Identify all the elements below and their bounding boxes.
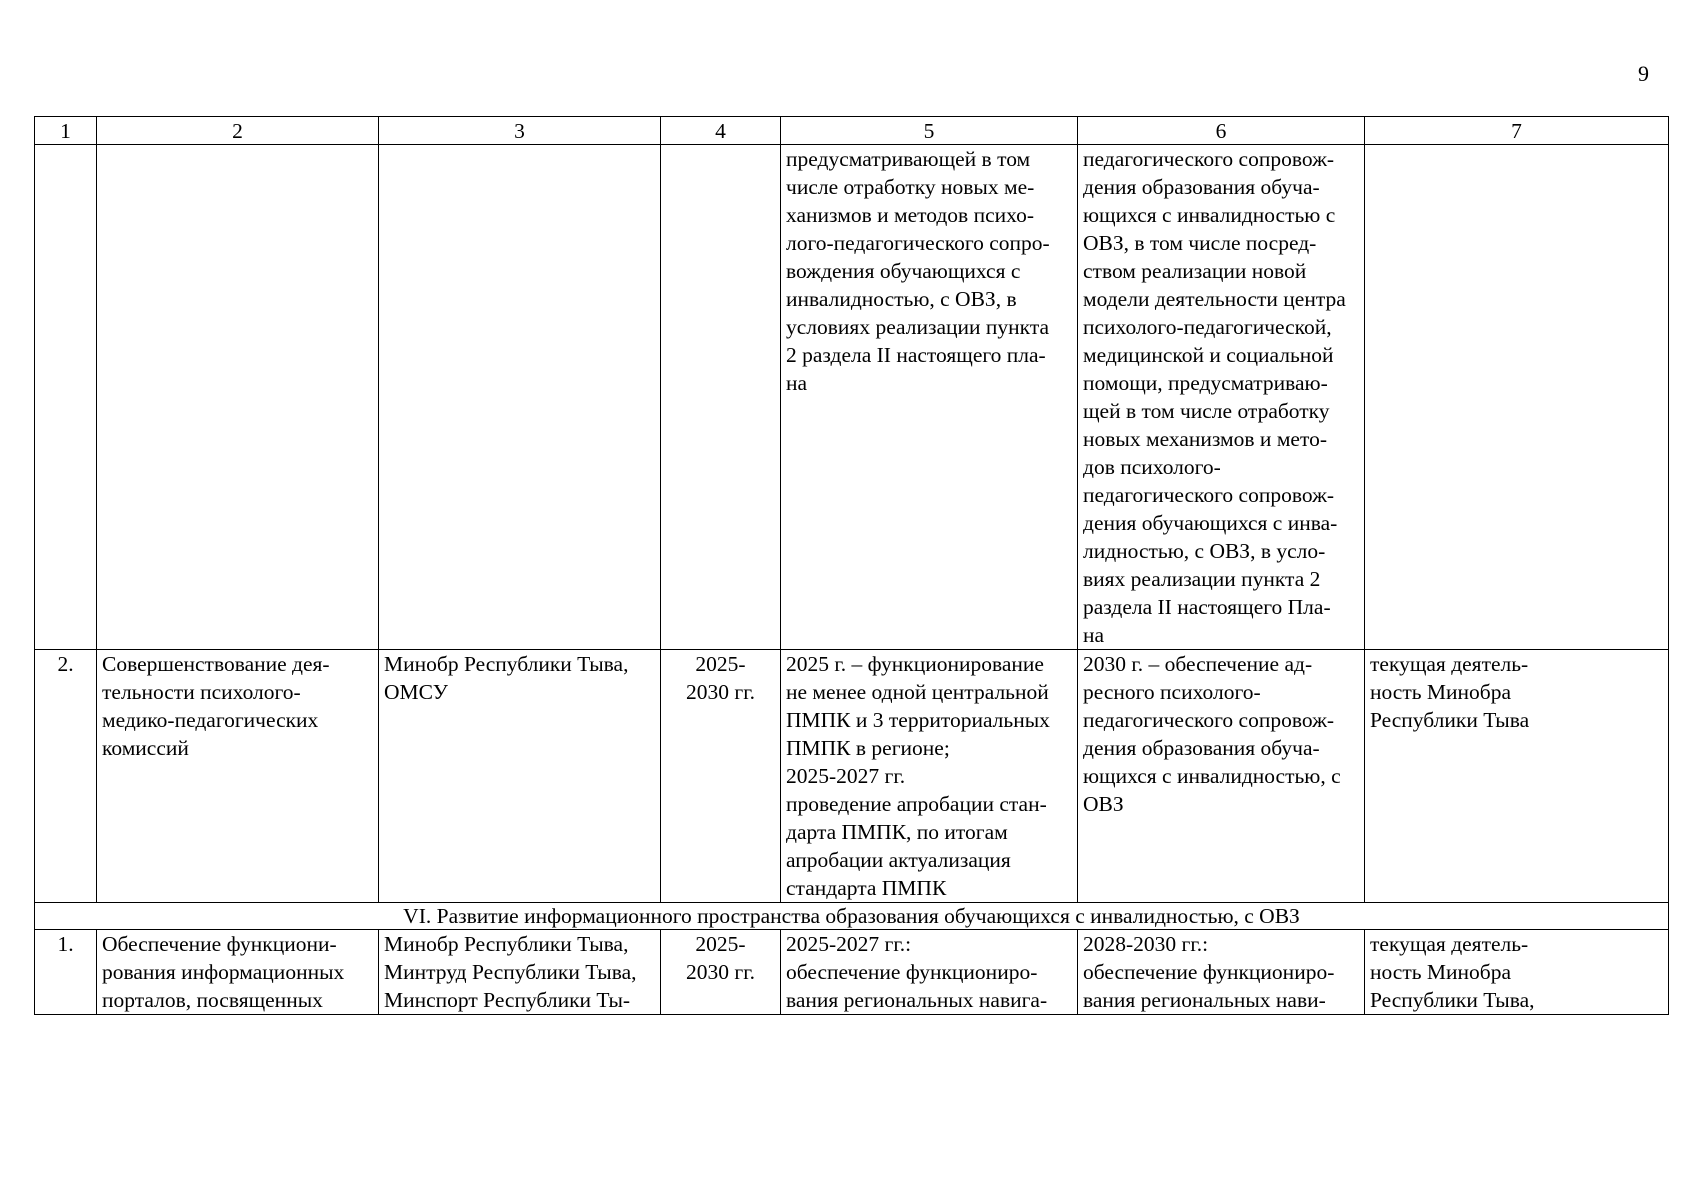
cell-measure: Обеспечение функциони- рования информационных порталов, посвященных <box>97 930 379 1015</box>
cell-responsible <box>379 145 661 650</box>
cell-expected-result: 2025 г. – функционирование не менее одной центральной ПМПК и 3 территориальных ПМПК в регионе; 2025-2027 гг. проведение апробации стан- дарта ПМПК, по итогам апробации актуализация стандарта ПМПК <box>781 650 1078 903</box>
table-row <box>35 650 1669 903</box>
column-header-2: 2 <box>97 117 379 145</box>
cell-number: 2. <box>35 650 97 903</box>
cell-funding <box>1365 145 1669 650</box>
column-header-3: 3 <box>379 117 661 145</box>
cell-target-result: педагогического сопровож- дения образования обуча- ющихся с инвалидностью с ОВЗ, в том числе посред- ством реализации новой модели деятельности центра психолого-педагогической, медицинской и социальной помощи, предусматриваю- щей в том числе отработку новых механизмов и мето- дов психолого- педагогического сопровож- дения обучающихся с инва- лидностью, с ОВЗ, в усло- виях реализации пункта 2 раздела II настоящего Пла- на <box>1078 145 1365 650</box>
cell-expected-result: предусматривающей в том числе отработку новых ме- ханизмов и методов психо- лого-педагогического сопро- вождения обучающихся с инвалидностью, с ОВЗ, в условиях реализации пункта 2 раздела II настоящего пла- на <box>781 145 1078 650</box>
cell-measure <box>97 145 379 650</box>
section-title: VI. Развитие информационного пространства образования обучающихся с инвалидностью, с ОВЗ <box>35 903 1669 930</box>
cell-target-result: 2028-2030 гг.: обеспечение функциониро- вания региональных нави- <box>1078 930 1365 1015</box>
cell-funding: текущая деятель- ность Минобра Республики Тыва <box>1365 650 1669 903</box>
column-header-4: 4 <box>661 117 781 145</box>
plan-table <box>34 116 1669 1015</box>
cell-responsible: Минобр Республики Тыва, Минтруд Республики Тыва, Минспорт Республики Ты- <box>379 930 661 1015</box>
page-number: 9 <box>1638 61 1649 86</box>
column-header-5: 5 <box>781 117 1078 145</box>
cell-responsible: Минобр Республики Тыва, ОМСУ <box>379 650 661 903</box>
column-header-row <box>35 117 1669 145</box>
cell-number: 1. <box>35 930 97 1015</box>
cell-expected-result: 2025-2027 гг.: обеспечение функциониро- вания региональных навига- <box>781 930 1078 1015</box>
column-header-7: 7 <box>1365 117 1669 145</box>
column-header-1: 1 <box>35 117 97 145</box>
section-header-row <box>35 903 1669 930</box>
cell-measure: Совершенствование дея- тельности психолого- медико-педагогических комиссий <box>97 650 379 903</box>
cell-number <box>35 145 97 650</box>
cell-funding: текущая деятель- ность Минобра Республики Тыва, <box>1365 930 1669 1015</box>
column-header-6: 6 <box>1078 117 1365 145</box>
table-row <box>35 930 1669 1015</box>
cell-target-result: 2030 г. – обеспечение ад- ресного психолого- педагогического сопровож- дения образования обуча- ющихся с инвалидностью, с ОВЗ <box>1078 650 1365 903</box>
cell-term: 2025- 2030 гг. <box>661 650 781 903</box>
cell-term <box>661 145 781 650</box>
table-row-continued <box>35 145 1669 650</box>
cell-term: 2025- 2030 гг. <box>661 930 781 1015</box>
